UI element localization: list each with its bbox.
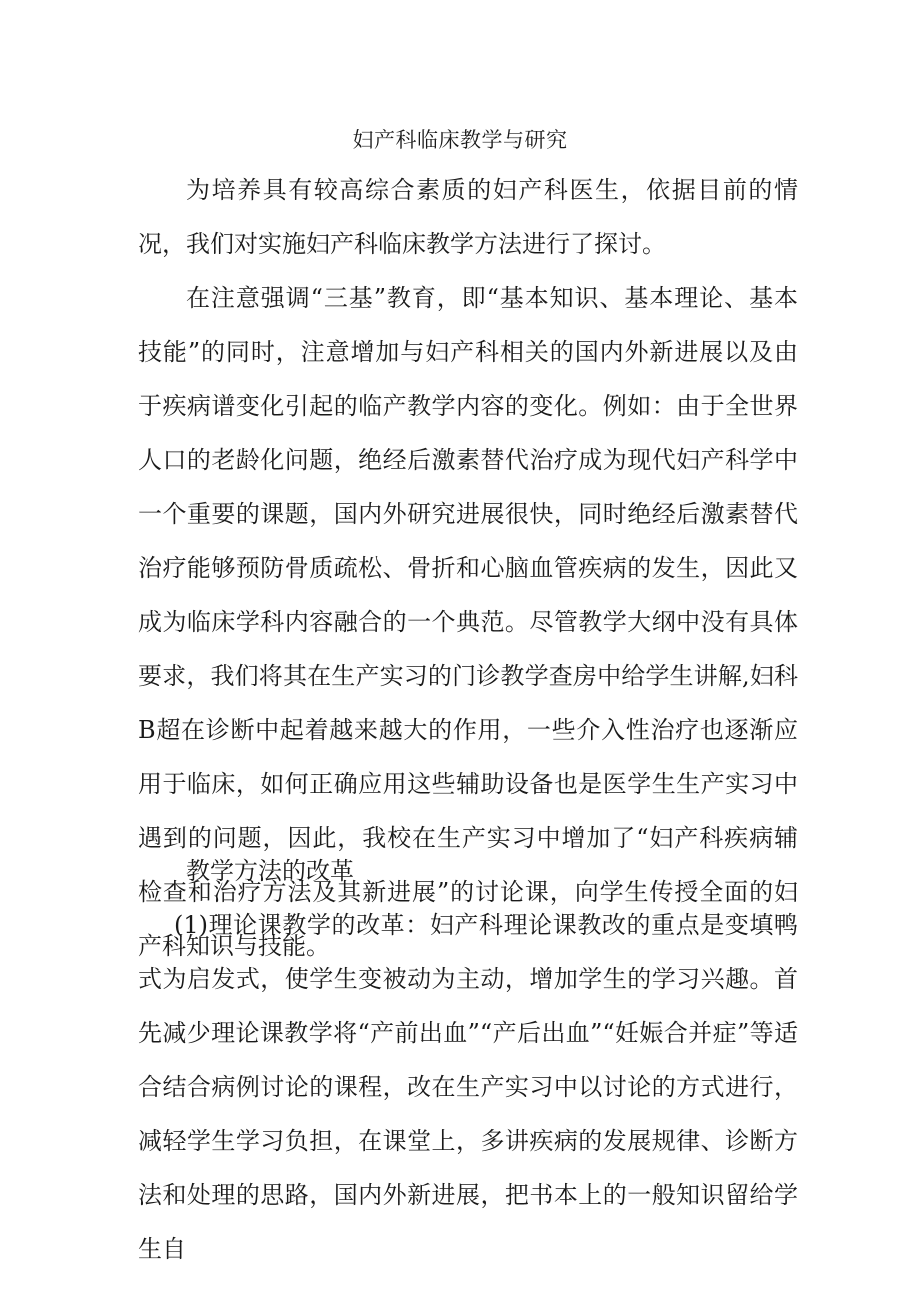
paragraph-intro: 为培养具有较高综合素质的妇产科医生，依据目前的情况，我们对实施妇产科临床教学方法进行了探讨。 <box>138 176 798 258</box>
section-heading: 教学方法的改革 <box>186 857 354 885</box>
document-title: 妇产科临床教学与研究 <box>352 128 568 152</box>
paragraph-three-basics: 在注意强调“三基”教育，即“基本知识、基本理论、基本技能”的同时，注意增加与妇产科相关的国内外新进展以及由于疾病谱变化引起的临产教学内容的变化。例如：由于全世界人口的老龄化问题，绝经后激素替代治疗成为现代妇产科学中一个重要的课题，国内外研究进展很快，同时绝经后激素替代治疗能够预防骨质疏松、骨折和心脑血管疾病的发生，因此又成为临床学科内容融合的一个典范。尽管教学大纲中没有具体要求，我们将其在生产实习的门诊教学查房中给学生讲解,妇科B超在诊断中起着越来越大的作用，一些介入性治疗也逐渐应用于临床，如何正确应用这些辅助设备也是医学生生产实习中遇到的问题，因此，我校在生产实习中增加了“妇产科疾病辅检查和治疗方法及其新进展”的讨论课，向学生传授全面的妇产科知识与技能。 <box>138 284 798 960</box>
paragraph-theory-reform: (1)理论课教学的改革：妇产科理论课教改的重点是变填鸭式为启发式，使学生变被动为主动，增加学生的学习兴趣。首先减少理论课教学将“产前出血”“产后出血”“妊娠合并症”等适合结合病例讨论的课程，改在生产实习中以讨论的方式进行，减轻学生学习负担，在课堂上，多讲疾病的发展规律、诊断方法和处理的思路，国内外新进展，把书本上的一般知识留给学生自 <box>138 911 798 1263</box>
